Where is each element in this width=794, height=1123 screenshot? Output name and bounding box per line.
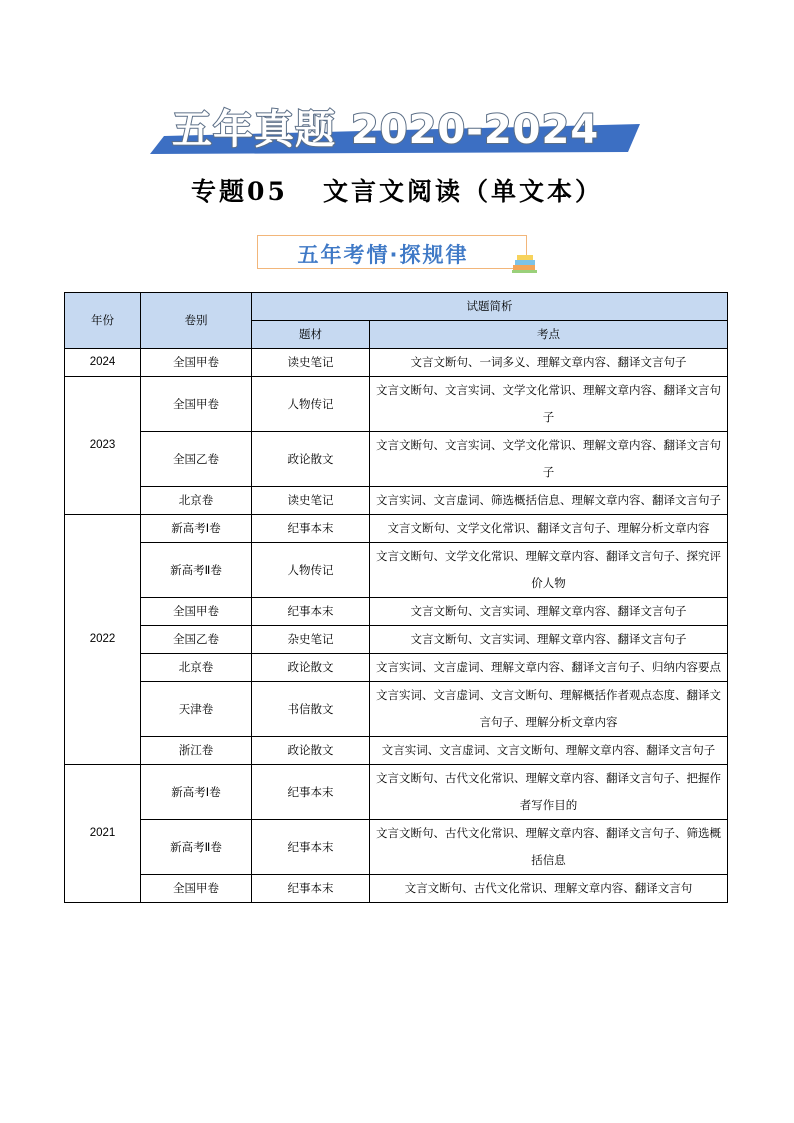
material-cell: 政论散文: [252, 654, 370, 682]
paper-cell: 新高考Ⅱ卷: [141, 543, 252, 598]
material-cell: 政论散文: [252, 737, 370, 765]
table-row: [65, 626, 728, 654]
material-cell: 政论散文: [252, 432, 370, 487]
material-cell: 纪事本末: [252, 820, 370, 875]
points-cell: 文言文断句、文言实词、文学文化常识、理解文章内容、翻译文言句子: [370, 432, 728, 487]
material-cell: 人物传记: [252, 377, 370, 432]
table-row: [65, 875, 728, 903]
table-row: [65, 598, 728, 626]
paper-cell: 浙江卷: [141, 737, 252, 765]
paper-cell: 全国甲卷: [141, 598, 252, 626]
header-row: [65, 293, 728, 321]
paper-cell: 天津卷: [141, 682, 252, 737]
table-row: [65, 543, 728, 598]
year-cell: 2023: [65, 377, 141, 515]
points-cell: 文言文断句、古代文化常识、理解文章内容、翻译文言句子、把握作者写作目的: [370, 765, 728, 820]
table-row: [65, 737, 728, 765]
paper-cell: 北京卷: [141, 654, 252, 682]
paper-cell: 北京卷: [141, 487, 252, 515]
points-cell: 文言文断句、一词多义、理解文章内容、翻译文言句子: [370, 349, 728, 377]
material-cell: 读史笔记: [252, 487, 370, 515]
page-title: 专题05 文言文阅读（单文本）: [191, 177, 603, 206]
section-label: 五年考情·探规律: [297, 243, 469, 267]
points-cell: 文言文断句、文言实词、文学文化常识、理解文章内容、翻译文言句子: [370, 377, 728, 432]
points-cell: 文言实词、文言虚词、筛选概括信息、理解文章内容、翻译文言句子: [370, 487, 728, 515]
points-cell: 文言实词、文言虚词、文言文断句、理解文章内容、翻译文言句子: [370, 737, 728, 765]
points-cell: 文言实词、文言虚词、理解文章内容、翻译文言句子、归纳内容要点: [370, 654, 728, 682]
table-row: [65, 682, 728, 737]
material-cell: 纪事本末: [252, 598, 370, 626]
paper-cell: 新高考Ⅰ卷: [141, 515, 252, 543]
books-icon: [511, 253, 539, 275]
paper-cell: 全国甲卷: [141, 377, 252, 432]
material-cell: 读史笔记: [252, 349, 370, 377]
points-cell: 文言文断句、文学文化常识、理解文章内容、翻译文言句子、探究评价人物: [370, 543, 728, 598]
points-cell: 文言实词、文言虚词、文言文断句、理解概括作者观点态度、翻译文言句子、理解分析文章内容: [370, 682, 728, 737]
paper-cell: 全国甲卷: [141, 875, 252, 903]
table-row: [65, 765, 728, 820]
section-label-box: [257, 235, 527, 269]
paper-cell: 全国乙卷: [141, 432, 252, 487]
points-cell: 文言文断句、古代文化常识、理解文章内容、翻译文言句: [370, 875, 728, 903]
exam-analysis-table: [64, 292, 728, 903]
header-analysis: 试题简析: [252, 293, 728, 321]
points-cell: 文言文断句、文言实词、理解文章内容、翻译文言句子: [370, 626, 728, 654]
table-row: [65, 654, 728, 682]
year-cell: 2024: [65, 349, 141, 377]
title-banner: [150, 96, 640, 154]
paper-cell: 全国甲卷: [141, 349, 252, 377]
header-points: 考点: [370, 321, 728, 349]
year-cell: 2022: [65, 515, 141, 765]
points-cell: 文言文断句、文学文化常识、翻译文言句子、理解分析文章内容: [370, 515, 728, 543]
points-cell: 文言文断句、古代文化常识、理解文章内容、翻译文言句子、筛选概括信息: [370, 820, 728, 875]
header-material: 题材: [252, 321, 370, 349]
material-cell: 纪事本末: [252, 765, 370, 820]
paper-cell: 新高考Ⅰ卷: [141, 765, 252, 820]
table-row: [65, 377, 728, 432]
table-row: [65, 432, 728, 487]
year-cell: 2021: [65, 765, 141, 903]
material-cell: 纪事本末: [252, 875, 370, 903]
points-cell: 文言文断句、文言实词、理解文章内容、翻译文言句子: [370, 598, 728, 626]
header-paper: 卷别: [141, 293, 252, 349]
table-row: [65, 820, 728, 875]
table-row: [65, 515, 728, 543]
material-cell: 纪事本末: [252, 515, 370, 543]
header-year: 年份: [65, 293, 141, 349]
material-cell: 人物传记: [252, 543, 370, 598]
banner-title: 五年真题 2020-2024: [172, 107, 600, 153]
table-row: [65, 349, 728, 377]
table-row: [65, 487, 728, 515]
paper-cell: 全国乙卷: [141, 626, 252, 654]
material-cell: 书信散文: [252, 682, 370, 737]
material-cell: 杂史笔记: [252, 626, 370, 654]
paper-cell: 新高考Ⅱ卷: [141, 820, 252, 875]
